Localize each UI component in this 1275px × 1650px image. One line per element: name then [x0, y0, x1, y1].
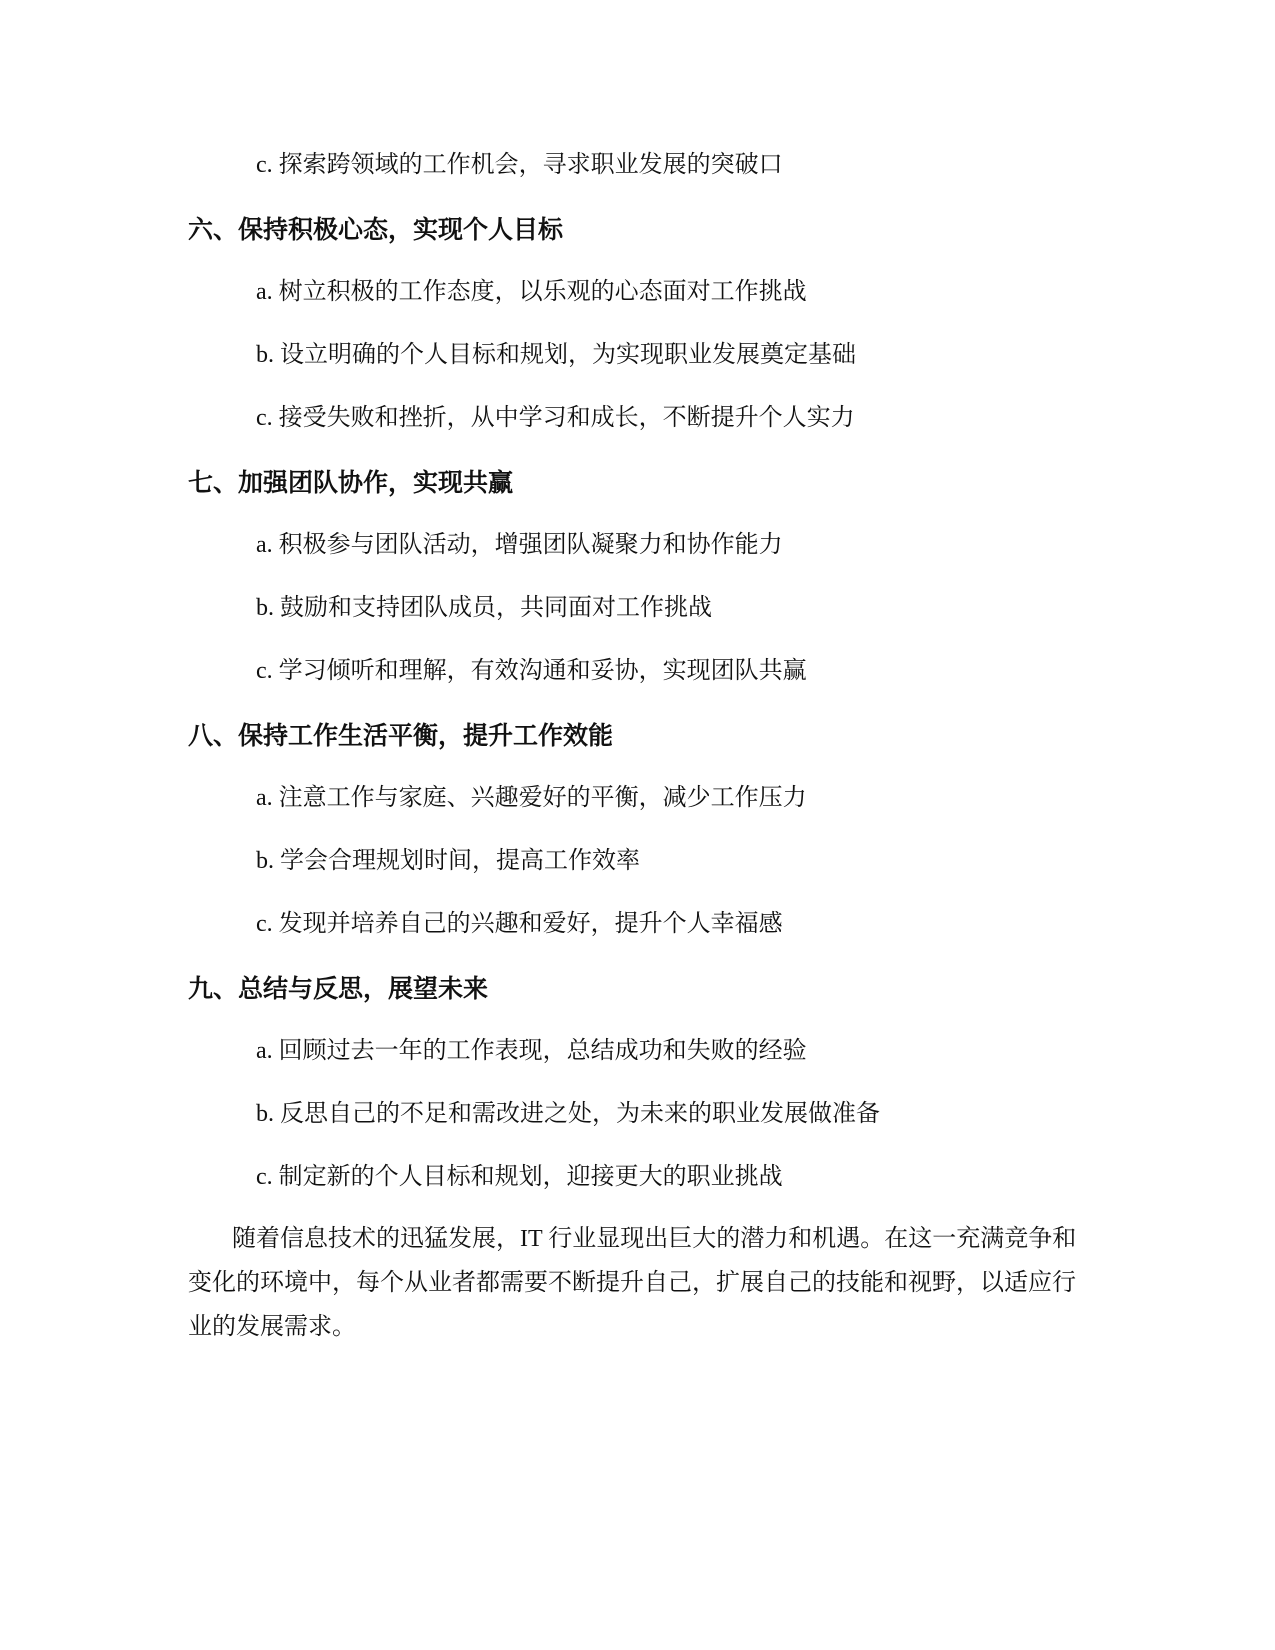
list-item: a. 积极参与团队活动，增强团队凝聚力和协作能力	[256, 532, 783, 558]
list-item: c. 学习倾听和理解，有效沟通和妥协，实现团队共赢	[256, 658, 807, 684]
section-heading: 八、保持工作生活平衡，提升工作效能	[188, 721, 614, 750]
list-item: b. 鼓励和支持团队成员，共同面对工作挑战	[256, 595, 712, 621]
list-item: a. 注意工作与家庭、兴趣爱好的平衡，减少工作压力	[256, 785, 807, 811]
list-item: c. 探索跨领域的工作机会，寻求职业发展的突破口	[256, 152, 783, 178]
list-item: c. 发现并培养自己的兴趣和爱好，提升个人幸福感	[256, 911, 783, 937]
section-heading: 七、加强团队协作，实现共赢	[188, 468, 514, 497]
list-item: b. 设立明确的个人目标和规划，为实现职业发展奠定基础	[256, 342, 856, 368]
list-item: b. 反思自己的不足和需改进之处，为未来的职业发展做准备	[256, 1101, 880, 1127]
list-item: c. 接受失败和挫折，从中学习和成长，不断提升个人实力	[256, 405, 855, 431]
section-heading: 六、保持积极心态，实现个人目标	[188, 215, 564, 244]
closing-paragraph: 随着信息技术的迅猛发展，IT 行业显现出巨大的潜力和机遇。在这一充满竞争和变化的环境中，每个从业者都需要不断提升自己，扩展自己的技能和视野，以适应行业的发展需求。	[188, 1226, 1077, 1340]
section-heading: 九、总结与反思，展望未来	[188, 974, 489, 1003]
list-item: a. 回顾过去一年的工作表现，总结成功和失败的经验	[256, 1038, 807, 1064]
list-item: b. 学会合理规划时间，提高工作效率	[256, 848, 640, 874]
list-item: c. 制定新的个人目标和规划，迎接更大的职业挑战	[256, 1164, 783, 1190]
list-item: a. 树立积极的工作态度，以乐观的心态面对工作挑战	[256, 279, 807, 305]
